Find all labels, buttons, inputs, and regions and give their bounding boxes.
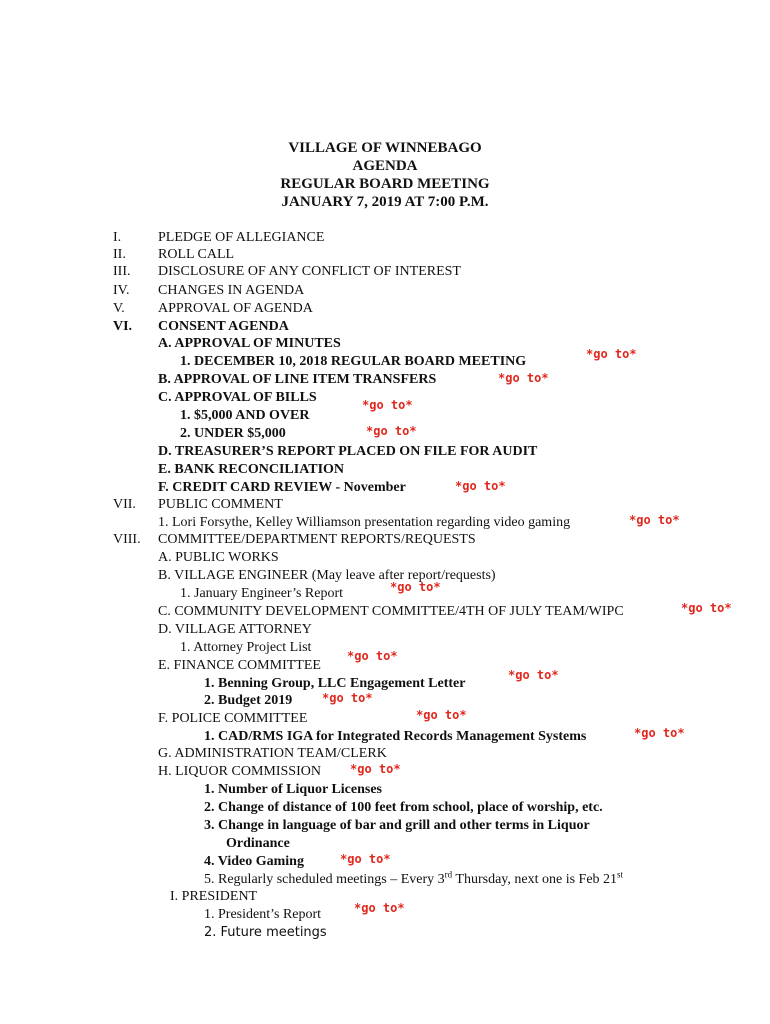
- item-finance-committee: E. FINANCE COMMITTEE: [158, 658, 321, 673]
- item-police-committee: F. POLICE COMMITTEE: [158, 711, 308, 726]
- go-to-annotation: *go to*: [634, 726, 685, 740]
- item-changes: CHANGES IN AGENDA: [158, 283, 305, 298]
- regular-meetings-text-mid: Thursday, next one is Feb 21: [452, 872, 618, 887]
- item-regular-meetings: [204, 871, 623, 888]
- go-to-annotation: *go to*: [390, 580, 441, 594]
- go-to-annotation: *go to*: [347, 649, 398, 663]
- item-cad-rms-iga: 1. CAD/RMS IGA for Integrated Records Management Systems: [204, 729, 587, 744]
- regular-meetings-text-start: 5. Regularly scheduled meetings – Every 3: [204, 872, 445, 887]
- numeral-3: III.: [113, 264, 131, 279]
- item-change-language-cont: Ordinance: [226, 836, 290, 851]
- go-to-annotation: *go to*: [586, 347, 637, 361]
- go-to-annotation: *go to*: [455, 479, 506, 493]
- item-approval-bills: C. APPROVAL OF BILLS: [158, 390, 317, 405]
- go-to-annotation: *go to*: [362, 398, 413, 412]
- ordinal-rd: rd: [444, 869, 453, 880]
- numeral-4: IV.: [113, 283, 130, 298]
- item-video-gaming-presentation: 1. Lori Forsythe, Kelley Williamson presentation regarding video gaming: [158, 515, 571, 530]
- header-village: VILLAGE OF WINNEBAGO: [288, 140, 482, 156]
- item-public-comment: PUBLIC COMMENT: [158, 497, 283, 512]
- item-credit-card-review: F. CREDIT CARD REVIEW - November: [158, 480, 406, 495]
- go-to-annotation: *go to*: [681, 601, 732, 615]
- item-attorney-project-list: 1. Attorney Project List: [180, 640, 312, 655]
- item-community-development: C. COMMUNITY DEVELOPMENT COMMITTEE/4TH OF JULY TEAM/WIPC: [158, 604, 624, 619]
- item-roll-call: ROLL CALL: [158, 247, 235, 262]
- go-to-annotation: *go to*: [322, 691, 373, 705]
- item-approval-agenda: APPROVAL OF AGENDA: [158, 301, 313, 316]
- item-pledge: PLEDGE OF ALLEGIANCE: [158, 230, 325, 245]
- item-president-report: 1. President’s Report: [204, 907, 322, 922]
- item-line-item-transfers: B. APPROVAL OF LINE ITEM TRANSFERS: [158, 372, 437, 387]
- go-to-annotation: *go to*: [340, 852, 391, 866]
- header-date: JANUARY 7, 2019 AT 7:00 P.M.: [281, 194, 489, 210]
- item-future-meetings: 2. Future meetings: [204, 925, 327, 940]
- item-consent-agenda: CONSENT AGENDA: [158, 319, 289, 334]
- go-to-annotation: *go to*: [498, 371, 549, 385]
- item-bills-over-5000: 1. $5,000 AND OVER: [180, 408, 310, 423]
- numeral-2: II.: [113, 247, 126, 262]
- item-change-language: 3. Change in language of bar and grill and other terms in Liquor: [204, 818, 590, 833]
- go-to-annotation: *go to*: [366, 424, 417, 438]
- numeral-1: I.: [113, 230, 122, 245]
- item-benning-group: 1. Benning Group, LLC Engagement Letter: [204, 676, 466, 691]
- header-meeting-type: REGULAR BOARD MEETING: [280, 176, 490, 192]
- go-to-annotation: *go to*: [354, 901, 405, 915]
- item-treasurer-report: D. TREASURER’S REPORT PLACED ON FILE FOR AUDIT: [158, 444, 538, 459]
- numeral-8: VIII.: [113, 532, 141, 547]
- numeral-5: V.: [113, 301, 125, 316]
- numeral-7: VII.: [113, 497, 136, 512]
- item-village-engineer: B. VILLAGE ENGINEER (May leave after report/requests): [158, 568, 496, 583]
- item-liquor-commission: H. LIQUOR COMMISSION: [158, 764, 321, 779]
- item-liquor-licenses: 1. Number of Liquor Licenses: [204, 782, 382, 797]
- item-engineer-report: 1. January Engineer’s Report: [180, 586, 344, 601]
- go-to-annotation: *go to*: [416, 708, 467, 722]
- item-administration-team: G. ADMINISTRATION TEAM/CLERK: [158, 746, 387, 761]
- go-to-annotation: *go to*: [629, 513, 680, 527]
- ordinal-st: st: [617, 869, 624, 880]
- item-village-attorney: D. VILLAGE ATTORNEY: [158, 622, 312, 637]
- item-bills-under-5000: 2. UNDER $5,000: [180, 426, 286, 441]
- item-committee-reports: COMMITTEE/DEPARTMENT REPORTS/REQUESTS: [158, 532, 476, 547]
- go-to-annotation: *go to*: [508, 668, 559, 682]
- item-minutes-dec10: 1. DECEMBER 10, 2018 REGULAR BOARD MEETING: [180, 354, 527, 369]
- item-budget-2019: 2. Budget 2019: [204, 693, 293, 708]
- go-to-annotation: *go to*: [350, 762, 401, 776]
- item-change-distance: 2. Change of distance of 100 feet from school, place of worship, etc.: [204, 800, 603, 815]
- item-disclosure: DISCLOSURE OF ANY CONFLICT OF INTEREST: [158, 264, 461, 279]
- numeral-6: VI.: [113, 319, 133, 334]
- item-approval-minutes: A. APPROVAL OF MINUTES: [158, 336, 341, 351]
- item-video-gaming: 4. Video Gaming: [204, 854, 304, 869]
- item-president: I. PRESIDENT: [170, 889, 258, 904]
- agenda-header: [0, 139, 770, 211]
- item-bank-reconciliation: E. BANK RECONCILIATION: [158, 462, 345, 477]
- header-agenda: AGENDA: [352, 158, 418, 174]
- item-public-works: A. PUBLIC WORKS: [158, 550, 279, 565]
